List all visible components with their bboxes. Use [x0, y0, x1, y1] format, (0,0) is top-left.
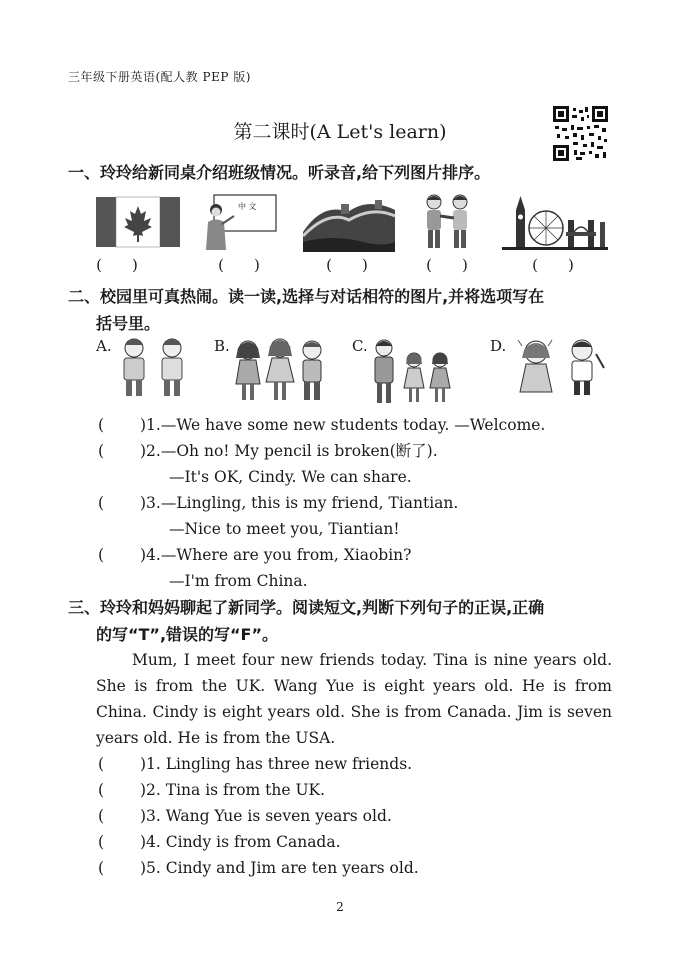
section1-blank-2[interactable]: ( ) [218, 256, 260, 274]
section3-item-2: ( )2. Tina is from the UK. [98, 777, 325, 803]
section2-item-4: ( )4.—Where are you from, Xiaobin? [98, 542, 411, 568]
answer-blank[interactable]: ( [98, 833, 105, 851]
image-a-two-boys [116, 334, 190, 398]
qr-code [553, 106, 608, 161]
section1-blank-4[interactable]: ( ) [426, 256, 468, 274]
image-label-c: C. [352, 337, 368, 355]
section2-prompt [68, 283, 544, 337]
section3-prompt-line1: 三、玲玲和妈妈聊起了新同学。阅读短文,判断下列句子的正误,正确 [68, 598, 545, 617]
section2-item-4-reply: —I'm from China. [169, 572, 308, 590]
section2-prompt-line1: 二、校园里可真热闹。读一读,选择与对话相符的图片,并将选项写在 [68, 287, 545, 306]
image-b-three-kids [232, 334, 328, 404]
section3-item-5: ( )5. Cindy and Jim are ten years old. [98, 855, 419, 881]
answer-blank[interactable]: ( [98, 494, 105, 512]
section1-blank-5[interactable]: ( ) [532, 256, 574, 274]
answer-blank[interactable]: ( [98, 546, 105, 564]
image-label-b: B. [214, 337, 230, 355]
answer-blank[interactable]: ( [98, 859, 105, 877]
book-header: 三年级下册英语(配人教 PEP 版) [68, 70, 251, 84]
reading-passage: Mum, I meet four new friends today. Tina is nine years old. She is from the UK. Wang Yue is eight years old. He is from China. Cindy is eight years old. She is from Canada. Jim is seven years old. He is from the USA. [96, 651, 612, 747]
teacher-blackboard-image [202, 192, 278, 252]
section3-item-4: ( )4. Cindy is from Canada. [98, 829, 341, 855]
section2-item-3: ( )3.—Lingling, this is my friend, Tiantian. [98, 490, 458, 516]
image-c-teacher-two-girls [370, 336, 456, 406]
section3-prompt-line2: 的写“T”,错误的写“F”。 [96, 625, 278, 644]
answer-blank[interactable]: ( [98, 781, 105, 799]
page-number: 2 [336, 900, 344, 914]
london-skyline-image [502, 192, 608, 252]
answer-blank[interactable]: ( [98, 442, 105, 460]
section2-prompt-line2: 括号里。 [96, 314, 161, 333]
lesson-title: 第二课时(A Let's learn) [233, 121, 447, 143]
section1-blank-1[interactable]: ( ) [96, 256, 138, 274]
section3-item-1: ( )1. Lingling has three new friends. [98, 751, 412, 777]
section2-item-2: ( )2.—Oh no! My pencil is broken(断了). [98, 438, 438, 464]
image-label-a: A. [96, 337, 112, 355]
canada-flag-image [96, 192, 180, 252]
two-boys-handshake-image [418, 192, 476, 252]
great-wall-image [303, 192, 395, 252]
answer-blank[interactable]: ( [98, 416, 105, 434]
section3-prompt [68, 594, 544, 648]
blackboard-text: 中 文 [238, 202, 257, 211]
answer-blank[interactable]: ( [98, 755, 105, 773]
answer-blank[interactable]: ( [98, 807, 105, 825]
section1-blank-3[interactable]: ( ) [326, 256, 368, 274]
image-label-d: D. [490, 337, 507, 355]
section2-item-2-reply: —It's OK, Cindy. We can share. [169, 468, 412, 486]
image-d-girl-and-boy-pencil [512, 334, 612, 396]
section2-item-3-reply: —Nice to meet you, Tiantian! [169, 520, 400, 538]
section2-item-1: ( )1.—We have some new students today. —Welcome. [98, 412, 545, 438]
section1-prompt: 一、玲玲给新同桌介绍班级情况。听录音,给下列图片排序。 [68, 163, 491, 182]
section3-item-3: ( )3. Wang Yue is seven years old. [98, 803, 392, 829]
